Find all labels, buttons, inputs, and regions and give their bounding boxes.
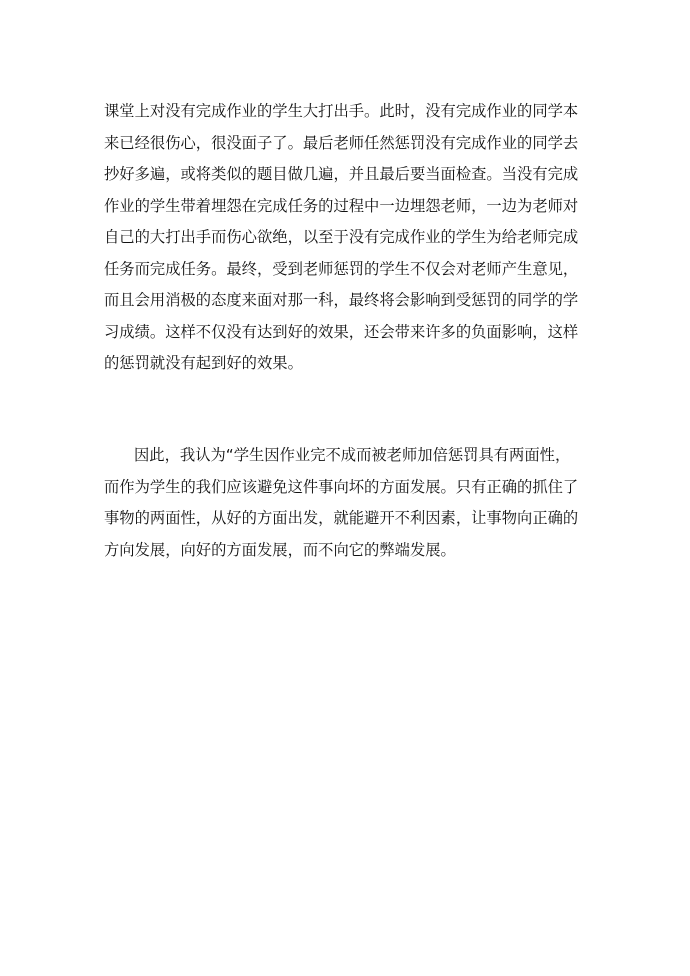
paragraph-1-line: 课堂上对没有完成作业的学生大打出手。此时，没有完成作业的同学本	[104, 102, 579, 120]
paragraph-1-line: 而且会用消极的态度来面对那一科，最终将会影响到受惩罚的同学的学	[104, 291, 579, 309]
paragraph-1-line: 自己的大打出手而伤心欲绝，以至于没有完成作业的学生为给老师完成	[104, 228, 579, 246]
paragraph-1-line: 习成绩。这样不仅没有达到好的效果，还会带来许多的负面影响，这样	[104, 322, 579, 341]
paragraph-1-line: 的惩罚就没有起到好的效果。	[104, 354, 303, 372]
paragraph-2	[104, 440, 584, 566]
paragraph-1-line: 抄好多遍，或将类似的题目做几遍，并且最后要当面检查。当没有完成	[104, 165, 579, 183]
paragraph-2-line: 事物的两面性，从好的方面出发，就能避开不利因素，让事物向正确的	[104, 509, 579, 527]
paragraph-1-line: 来已经很伤心，很没面子了。最后老师任然惩罚没有完成作业的同学去	[104, 133, 579, 152]
paragraph-2-line: 方向发展，向好的方面发展，而不向它的弊端发展。	[104, 540, 456, 559]
paragraph-1-line: 任务而完成任务。最终，受到老师惩罚的学生不仅会对老师产生意见，	[104, 259, 579, 278]
paragraph-2-line: 因此，我认为“学生因作业完不成而被老师加倍惩罚具有两面性，	[134, 446, 571, 464]
paragraph-1-line: 作业的学生带着埋怨在完成任务的过程中一边埋怨老师，一边为老师对	[104, 196, 579, 215]
paragraph-2-line: 而作为学生的我们应该避免这件事向坏的方面发展。只有正确的抓住了	[104, 477, 579, 496]
paragraph-1	[104, 96, 584, 380]
